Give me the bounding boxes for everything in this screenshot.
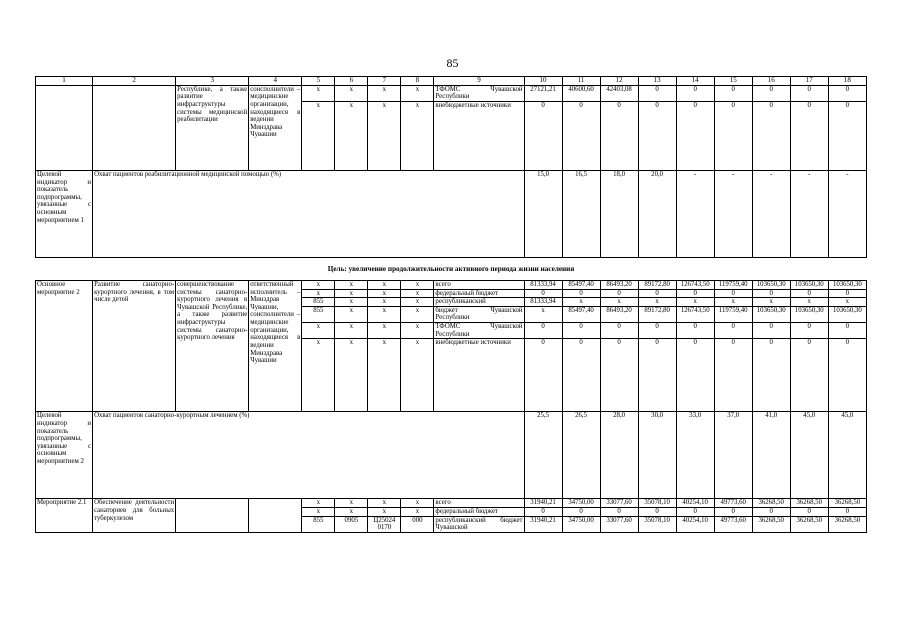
column-number: 11 bbox=[562, 77, 600, 86]
indicator-text: Охват пациентов реабилитационной медицинской помощью (%) bbox=[93, 171, 524, 258]
table-cell: x bbox=[335, 281, 368, 290]
value-cell: 31940,21 bbox=[524, 499, 562, 508]
value-cell: 34750,00 bbox=[562, 516, 600, 532]
value-cell: - bbox=[790, 171, 828, 258]
value-cell: 0 bbox=[790, 289, 828, 298]
value-cell: 126743,50 bbox=[676, 306, 714, 322]
funding-source: бюджет Чувашской Республики bbox=[435, 306, 523, 322]
table-cell: x bbox=[335, 339, 368, 412]
table-cell: Ц25024 0170 bbox=[368, 516, 401, 532]
responsible-executor: ответственный исполнитель – Минздрав Чувашии, соисполнители – медицинские организации, находящиеся в ведении Минздрава Чувашии bbox=[249, 281, 302, 412]
value-cell: 0 bbox=[752, 85, 790, 101]
funding-source: республиканский бюджет Чувашской bbox=[435, 516, 523, 532]
value-cell: 49773,60 bbox=[714, 516, 752, 532]
value-cell: 0 bbox=[828, 339, 866, 412]
value-cell: x bbox=[562, 298, 600, 307]
value-cell: x bbox=[790, 298, 828, 307]
value-cell: 85497,40 bbox=[562, 281, 600, 290]
table-cell: x bbox=[368, 339, 401, 412]
table-cell: 855 bbox=[302, 516, 335, 532]
column-number: 17 bbox=[790, 77, 828, 86]
column-number: 18 bbox=[828, 77, 866, 86]
table-cell: x bbox=[401, 499, 434, 508]
event-title: Развитие санаторно-курортного лечения, в том числе детей bbox=[93, 281, 176, 412]
value-cell: 16,5 bbox=[562, 171, 600, 258]
value-cell: 40254,10 bbox=[676, 516, 714, 532]
table-cell: x bbox=[368, 306, 401, 322]
table-cell: x bbox=[335, 102, 368, 171]
table-cell: x bbox=[335, 289, 368, 298]
value-cell: 45,0 bbox=[790, 412, 828, 499]
value-cell: - bbox=[828, 171, 866, 258]
value-cell: 0 bbox=[828, 507, 866, 516]
event-label: Мероприятие 2.1 bbox=[36, 499, 93, 532]
value-cell: 0 bbox=[562, 339, 600, 412]
funding-source: всего bbox=[434, 499, 524, 508]
column-number: 1 bbox=[36, 77, 93, 86]
value-cell: 45,0 bbox=[828, 412, 866, 499]
value-cell: 37,0 bbox=[714, 412, 752, 499]
value-cell: 89172,80 bbox=[638, 306, 676, 322]
value-cell: x bbox=[638, 298, 676, 307]
value-cell: 40600,60 bbox=[562, 85, 600, 101]
column-number: 4 bbox=[249, 77, 302, 86]
table-cell bbox=[36, 85, 93, 170]
value-cell: 41,0 bbox=[752, 412, 790, 499]
responsible-executor: соисполнители – медицинские организации, находящиеся в ведении Минздрава Чувашии bbox=[249, 85, 302, 170]
table-cell: x bbox=[368, 289, 401, 298]
value-cell: 36268,50 bbox=[752, 499, 790, 508]
indicator-row bbox=[36, 171, 867, 258]
value-cell: 0 bbox=[524, 102, 562, 171]
value-cell: 81333,94 bbox=[524, 281, 562, 290]
indicator-row bbox=[36, 412, 867, 499]
value-cell: 15,0 bbox=[524, 171, 562, 258]
value-cell: 36268,50 bbox=[790, 499, 828, 508]
value-cell: 34750,00 bbox=[562, 499, 600, 508]
value-cell: 0 bbox=[524, 339, 562, 412]
column-number: 6 bbox=[335, 77, 368, 86]
value-cell: 0 bbox=[790, 323, 828, 339]
value-cell: 0 bbox=[600, 323, 638, 339]
value-cell: 0 bbox=[638, 323, 676, 339]
column-number: 7 bbox=[368, 77, 401, 86]
column-number: 9 bbox=[434, 77, 524, 86]
value-cell: 103650,30 bbox=[790, 281, 828, 290]
table-cell: x bbox=[401, 339, 434, 412]
value-cell: 103650,30 bbox=[752, 281, 790, 290]
value-cell: 0 bbox=[714, 323, 752, 339]
table-cell: x bbox=[335, 499, 368, 508]
value-cell: 0 bbox=[676, 323, 714, 339]
value-cell: 0 bbox=[524, 507, 562, 516]
section-goal: Цель: увеличение продолжительности активного периода жизни населения bbox=[36, 258, 867, 281]
table-cell: x bbox=[335, 507, 368, 516]
value-cell: 86493,20 bbox=[600, 306, 638, 322]
value-cell: - bbox=[714, 171, 752, 258]
section-row bbox=[36, 258, 867, 281]
table-cell: x bbox=[302, 323, 335, 339]
value-cell: x bbox=[600, 298, 638, 307]
indicator-label: Целевой индикатор и показатель подпрограммы, увязанные с основным мероприятием 1 bbox=[36, 171, 93, 258]
value-cell: x bbox=[828, 298, 866, 307]
value-cell: 86493,20 bbox=[600, 281, 638, 290]
table-cell: x bbox=[368, 323, 401, 339]
event-description: Республике, а также развитие инфраструктуры системы медицинской реабилитации bbox=[176, 85, 249, 170]
column-number: 13 bbox=[638, 77, 676, 86]
table-cell: x bbox=[368, 102, 401, 171]
value-cell: 0 bbox=[638, 85, 676, 101]
value-cell: 31940,21 bbox=[524, 516, 562, 532]
value-cell: 89172,80 bbox=[638, 281, 676, 290]
value-cell: 40254,10 bbox=[676, 499, 714, 508]
value-cell: 119759,40 bbox=[714, 306, 752, 322]
column-number: 8 bbox=[401, 77, 434, 86]
value-cell: 0 bbox=[676, 289, 714, 298]
value-cell: 27121,21 bbox=[524, 85, 562, 101]
table-cell: x bbox=[368, 281, 401, 290]
funding-source: всего bbox=[434, 281, 524, 290]
main-event-label: Основное мероприятие 2 bbox=[36, 281, 93, 412]
value-cell: 103650,30 bbox=[790, 306, 828, 322]
value-cell: 33077,60 bbox=[600, 499, 638, 508]
table-cell: x bbox=[368, 85, 401, 101]
value-cell: 0 bbox=[524, 289, 562, 298]
column-number: 14 bbox=[676, 77, 714, 86]
column-number: 15 bbox=[714, 77, 752, 86]
funding-source: республиканский bbox=[434, 298, 524, 307]
budget-table bbox=[35, 76, 867, 533]
indicator-label: Целевой индикатор и показатель подпрограммы, увязанные с основным мероприятием 2 bbox=[36, 412, 93, 499]
value-cell: 0 bbox=[600, 102, 638, 171]
table-cell: x bbox=[401, 323, 434, 339]
table-cell: x bbox=[335, 298, 368, 307]
value-cell: 0 bbox=[752, 339, 790, 412]
table-cell: x bbox=[368, 507, 401, 516]
value-cell: 0 bbox=[638, 339, 676, 412]
value-cell: 0 bbox=[638, 507, 676, 516]
table-cell bbox=[93, 85, 176, 170]
column-number: 10 bbox=[524, 77, 562, 86]
value-cell: 0 bbox=[562, 102, 600, 171]
table-cell: x bbox=[401, 281, 434, 290]
table-cell: x bbox=[302, 339, 335, 412]
value-cell: 0 bbox=[828, 85, 866, 101]
value-cell: 0 bbox=[714, 102, 752, 171]
funding-source: внебюджетные источники bbox=[434, 339, 524, 412]
value-cell: 0 bbox=[676, 339, 714, 412]
value-cell: 0 bbox=[752, 507, 790, 516]
value-cell: 33077,60 bbox=[600, 516, 638, 532]
table-cell bbox=[176, 499, 249, 532]
value-cell: 0 bbox=[714, 85, 752, 101]
value-cell: 0 bbox=[752, 323, 790, 339]
table-cell: 855 bbox=[302, 306, 335, 322]
value-cell: 119759,40 bbox=[714, 281, 752, 290]
value-cell: 0 bbox=[790, 339, 828, 412]
value-cell: 0 bbox=[790, 507, 828, 516]
funding-source: внебюджетные источники bbox=[434, 102, 524, 171]
column-number: 3 bbox=[176, 77, 249, 86]
indicator-text: Охват пациентов санаторно-курортным лечением (%) bbox=[93, 412, 524, 499]
value-cell: 81333,94 bbox=[524, 298, 562, 307]
table-cell: x bbox=[368, 499, 401, 508]
value-cell: 0 bbox=[676, 507, 714, 516]
table-cell: 855 bbox=[302, 298, 335, 307]
table-cell: x bbox=[302, 102, 335, 171]
column-number: 12 bbox=[600, 77, 638, 86]
table-cell: x bbox=[401, 298, 434, 307]
value-cell: 0 bbox=[676, 102, 714, 171]
table-cell: x bbox=[401, 289, 434, 298]
value-cell: 36268,50 bbox=[752, 516, 790, 532]
funding-source: ТФОМС Чувашской Республики bbox=[435, 85, 523, 101]
value-cell: 126743,50 bbox=[676, 281, 714, 290]
value-cell: 26,5 bbox=[562, 412, 600, 499]
column-number: 5 bbox=[302, 77, 335, 86]
value-cell: 0 bbox=[714, 507, 752, 516]
table-cell: x bbox=[335, 323, 368, 339]
value-cell: 49773,60 bbox=[714, 499, 752, 508]
value-cell: 36268,50 bbox=[828, 516, 866, 532]
value-cell: 35078,10 bbox=[638, 499, 676, 508]
table-cell bbox=[249, 499, 302, 532]
value-cell: 35078,10 bbox=[638, 516, 676, 532]
table-cell: x bbox=[302, 281, 335, 290]
value-cell: 18,0 bbox=[600, 171, 638, 258]
page-number: 85 bbox=[446, 56, 459, 70]
table-row bbox=[36, 85, 867, 101]
table-cell: x bbox=[401, 85, 434, 101]
value-cell: 0 bbox=[790, 85, 828, 101]
value-cell: 42403,08 bbox=[600, 85, 638, 101]
value-cell: 0 bbox=[562, 289, 600, 298]
value-cell: 36268,50 bbox=[790, 516, 828, 532]
value-cell: x bbox=[676, 298, 714, 307]
value-cell: 0 bbox=[714, 289, 752, 298]
table-cell: x bbox=[302, 289, 335, 298]
table-cell: x bbox=[401, 507, 434, 516]
value-cell: 33,0 bbox=[676, 412, 714, 499]
funding-source: федеральный бюджет bbox=[434, 289, 524, 298]
value-cell: 0 bbox=[828, 289, 866, 298]
table-cell: x bbox=[335, 306, 368, 322]
funding-source: ТФОМС Чувашской Республики bbox=[435, 323, 523, 338]
table-cell: x bbox=[302, 507, 335, 516]
value-cell: x bbox=[524, 306, 562, 322]
table-cell: 0905 bbox=[335, 516, 368, 532]
column-number: 2 bbox=[93, 77, 176, 86]
event-description: совершенствование системы санаторно-курортного лечения в Чувашской Республике, а также развитие инфраструктуры системы санаторно-курортного лечения bbox=[176, 281, 249, 412]
column-number-row bbox=[36, 77, 867, 86]
value-cell: 85497,40 bbox=[562, 306, 600, 322]
value-cell: 0 bbox=[524, 323, 562, 339]
value-cell: 0 bbox=[828, 323, 866, 339]
value-cell: 20,0 bbox=[638, 171, 676, 258]
value-cell: 0 bbox=[828, 102, 866, 171]
value-cell: 0 bbox=[562, 323, 600, 339]
value-cell: 0 bbox=[638, 102, 676, 171]
value-cell: x bbox=[714, 298, 752, 307]
value-cell: 36268,50 bbox=[828, 499, 866, 508]
value-cell: 25,5 bbox=[524, 412, 562, 499]
column-number: 16 bbox=[752, 77, 790, 86]
table-cell: x bbox=[302, 85, 335, 101]
value-cell: 0 bbox=[714, 339, 752, 412]
value-cell: 0 bbox=[600, 289, 638, 298]
value-cell: 0 bbox=[752, 289, 790, 298]
value-cell: 0 bbox=[562, 507, 600, 516]
value-cell: 103650,30 bbox=[828, 306, 866, 322]
value-cell: - bbox=[676, 171, 714, 258]
table-cell: x bbox=[335, 85, 368, 101]
value-cell: 0 bbox=[600, 507, 638, 516]
value-cell: - bbox=[752, 171, 790, 258]
table-row bbox=[36, 281, 867, 290]
value-cell: 0 bbox=[638, 289, 676, 298]
value-cell: 103650,30 bbox=[752, 306, 790, 322]
funding-source: федеральный бюджет bbox=[434, 507, 524, 516]
value-cell: 30,0 bbox=[638, 412, 676, 499]
value-cell: 0 bbox=[790, 102, 828, 171]
table-cell: x bbox=[302, 499, 335, 508]
value-cell: 0 bbox=[752, 102, 790, 171]
value-cell: x bbox=[752, 298, 790, 307]
table-cell: x bbox=[401, 102, 434, 171]
value-cell: 0 bbox=[676, 85, 714, 101]
table-cell: x bbox=[401, 306, 434, 322]
value-cell: 103650,30 bbox=[828, 281, 866, 290]
value-cell: 28,0 bbox=[600, 412, 638, 499]
table-row bbox=[36, 499, 867, 508]
table-cell: 000 bbox=[401, 516, 434, 532]
table-cell: x bbox=[368, 298, 401, 307]
event-title: Обеспечение деятельности санаториев для больных туберкулезом bbox=[93, 499, 176, 532]
value-cell: 0 bbox=[600, 339, 638, 412]
